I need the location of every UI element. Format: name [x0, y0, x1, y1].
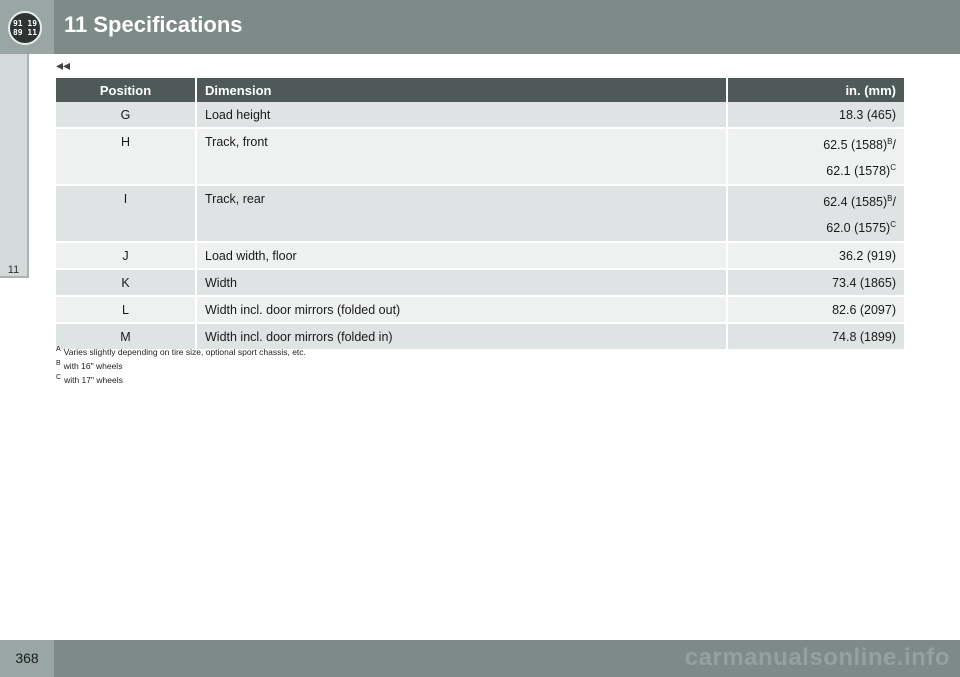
chapter-badge-icon [8, 11, 42, 45]
page-header [0, 0, 960, 54]
value-separator: / [892, 195, 896, 210]
page-number: 368 [15, 650, 39, 666]
cell-dimension: Load width, floor [196, 242, 727, 269]
cell-position: L [56, 296, 196, 323]
cell-value: 73.4 (1865) [727, 269, 904, 296]
table-row [56, 269, 904, 296]
value-text: 62.5 (1588) [823, 138, 888, 153]
table-row [56, 102, 904, 128]
badge-bottom-text: 89 11 [12, 28, 38, 37]
chapter-side-tab[interactable] [0, 54, 29, 278]
cell-value: 74.8 (1899) [727, 323, 904, 350]
cell-value: 36.2 (919) [727, 242, 904, 269]
footnote-ref: C [890, 162, 896, 172]
value-text: 62.1 (1578) [826, 163, 891, 178]
cell-position: K [56, 269, 196, 296]
value-line-2 [736, 214, 896, 239]
specifications-table [56, 78, 904, 351]
cell-position: I [56, 185, 196, 242]
table-row [56, 242, 904, 269]
badge-container [0, 0, 54, 54]
cell-value: 18.3 (465) [727, 102, 904, 128]
column-header-position: Position [56, 78, 196, 102]
cell-value: 82.6 (2097) [727, 296, 904, 323]
value-line-2 [736, 157, 896, 182]
value-text: 62.4 (1585) [823, 195, 888, 210]
table-row [56, 128, 904, 185]
cell-value [727, 185, 904, 242]
cell-value [727, 128, 904, 185]
footnote-mark: A [56, 346, 61, 353]
table-header-row [56, 78, 904, 102]
cell-dimension: Load height [196, 102, 727, 128]
table-row [56, 185, 904, 242]
cell-dimension: Width [196, 269, 727, 296]
footnote-ref: B [887, 137, 893, 147]
value-line-1 [736, 131, 896, 156]
footnote-c [56, 372, 306, 386]
page-footer [0, 640, 960, 677]
cell-dimension: Track, rear [196, 185, 727, 242]
value-separator: / [892, 138, 896, 153]
footnote-a [56, 344, 306, 358]
badge-top-text: 91 19 [12, 19, 38, 28]
footnote-text: with 17" wheels [64, 374, 123, 385]
footnote-ref: B [887, 194, 893, 204]
cell-position: M [56, 323, 196, 350]
footnotes [56, 344, 306, 385]
page-number-box [0, 640, 54, 677]
watermark-text: carmanualsonline.info [684, 644, 950, 671]
cell-position: G [56, 102, 196, 128]
value-line-1 [736, 188, 896, 213]
chapter-side-tab-label: 11 [7, 264, 20, 276]
continued-back-icon[interactable]: ◂◂ [56, 58, 71, 74]
footnote-b [56, 358, 306, 372]
cell-dimension: Width incl. door mirrors (folded in) [196, 323, 727, 350]
value-text: 62.0 (1575) [826, 220, 891, 235]
column-header-dimension: Dimension [196, 78, 727, 102]
footnote-mark: B [56, 359, 61, 367]
footnote-text: with 16" wheels [63, 360, 123, 371]
table-row [56, 296, 904, 323]
cell-position: H [56, 128, 196, 185]
column-header-value: in. (mm) [727, 78, 904, 102]
cell-dimension: Track, front [196, 128, 727, 185]
footnote-mark: C [56, 373, 62, 381]
cell-dimension: Width incl. door mirrors (folded out) [196, 296, 727, 323]
footnote-ref: C [890, 219, 896, 229]
page-title: 11 Specifications [64, 12, 243, 37]
cell-position: J [56, 242, 196, 269]
footnote-text: Varies slightly depending on tire size, optional sport chassis, etc. [63, 346, 306, 357]
